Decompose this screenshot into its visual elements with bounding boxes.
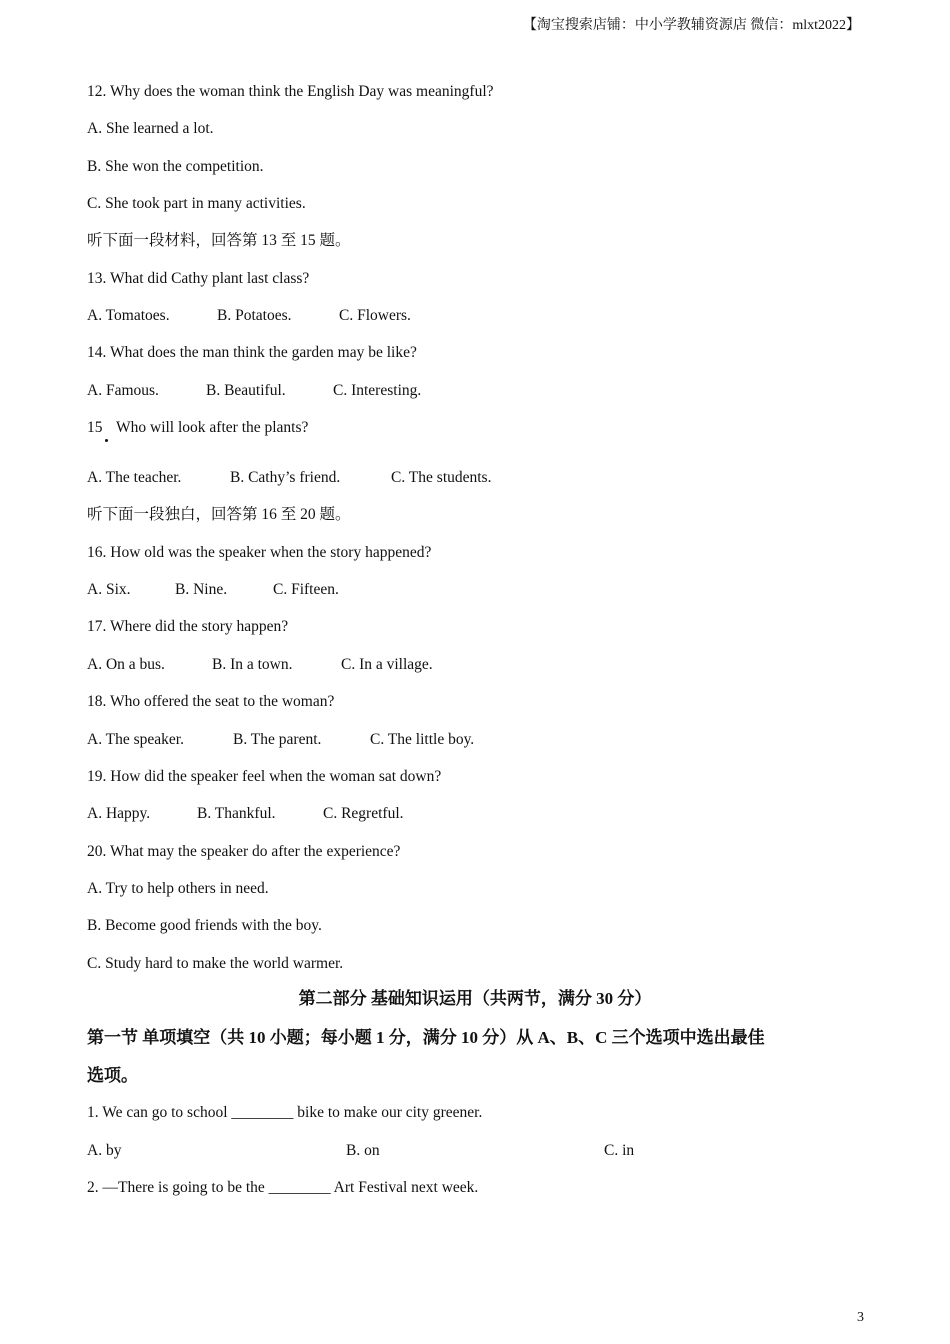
q17-option-a: A. On a bus. — [87, 656, 165, 673]
question-17: 17. Where did the story happen? — [87, 618, 289, 635]
q18-option-a: A. The speaker. — [87, 731, 184, 748]
q16-option-b: B. Nine. — [175, 581, 228, 598]
section1-instruction: 第一节 单项填空（共 10 小题；每小题 1 分，满分 10 分）从 A、B、C 三个选项中选出最佳 — [87, 1028, 765, 1047]
q19-option-a: A. Happy. — [87, 805, 151, 822]
q16-option-a: A. Six. — [87, 581, 131, 598]
q20-option-b: B. Become good friends with the boy. — [87, 917, 322, 934]
q12-option-a: A. She learned a lot. — [87, 120, 214, 137]
q15-dot — [105, 439, 108, 442]
question-14: 14. What does the man think the garden may be like? — [87, 344, 417, 361]
q12-option-b: B. She won the competition. — [87, 158, 264, 175]
q13-option-a: A. Tomatoes. — [87, 307, 170, 324]
q13-option-b: B. Potatoes. — [217, 307, 292, 324]
part2-q1-option-a: A. by — [87, 1142, 122, 1159]
q14-option-b: B. Beautiful. — [206, 382, 286, 399]
part2-question-1: 1. We can go to school ________ bike to make our city greener. — [87, 1104, 483, 1121]
section1-instruction-cont: 选项。 — [87, 1066, 138, 1085]
q16-option-c: C. Fifteen. — [273, 581, 339, 598]
part2-question-2: 2. —There is going to be the ________ Art Festival next week. — [87, 1179, 479, 1196]
page-number: 3 — [857, 1310, 864, 1325]
q15-option-c: C. The students. — [391, 469, 492, 486]
page-header: 【淘宝搜索店铺：中小学教辅资源店 微信：mlxt2022】 — [522, 18, 860, 33]
part2-q1-option-b: B. on — [346, 1142, 380, 1159]
q17-option-c: C. In a village. — [341, 656, 433, 673]
q15-number: 15 — [87, 419, 103, 436]
q14-option-c: C. Interesting. — [333, 382, 422, 399]
q18-option-c: C. The little boy. — [370, 731, 475, 748]
question-16: 16. How old was the speaker when the story happened? — [87, 544, 432, 561]
q17-option-b: B. In a town. — [212, 656, 293, 673]
part2-title: 第二部分 基础知识运用（共两节，满分 30 分） — [298, 989, 652, 1008]
q14-option-a: A. Famous. — [87, 382, 159, 399]
q20-option-c: C. Study hard to make the world warmer. — [87, 955, 344, 972]
q19-option-b: B. Thankful. — [197, 805, 276, 822]
question-12: 12. Why does the woman think the English Day was meaningful? — [87, 83, 494, 100]
instruction-16-20: 听下面一段独白，回答第 16 至 20 题。 — [87, 506, 351, 523]
q12-option-c: C. She took part in many activities. — [87, 195, 306, 212]
q20-option-a: A. Try to help others in need. — [87, 880, 269, 897]
part2-q1-option-c: C. in — [604, 1142, 635, 1159]
instruction-13-15: 听下面一段材料，回答第 13 至 15 题。 — [87, 232, 351, 249]
q15-option-b: B. Cathy’s friend. — [230, 469, 341, 486]
q15-option-a: A. The teacher. — [87, 469, 182, 486]
question-18: 18. Who offered the seat to the woman? — [87, 693, 335, 710]
question-20: 20. What may the speaker do after the experience? — [87, 843, 401, 860]
question-19: 19. How did the speaker feel when the woman sat down? — [87, 768, 442, 785]
question-13: 13. What did Cathy plant last class? — [87, 270, 310, 287]
q13-option-c: C. Flowers. — [339, 307, 411, 324]
q18-option-b: B. The parent. — [233, 731, 322, 748]
q15-stem: Who will look after the plants? — [116, 419, 309, 436]
q19-option-c: C. Regretful. — [323, 805, 404, 822]
